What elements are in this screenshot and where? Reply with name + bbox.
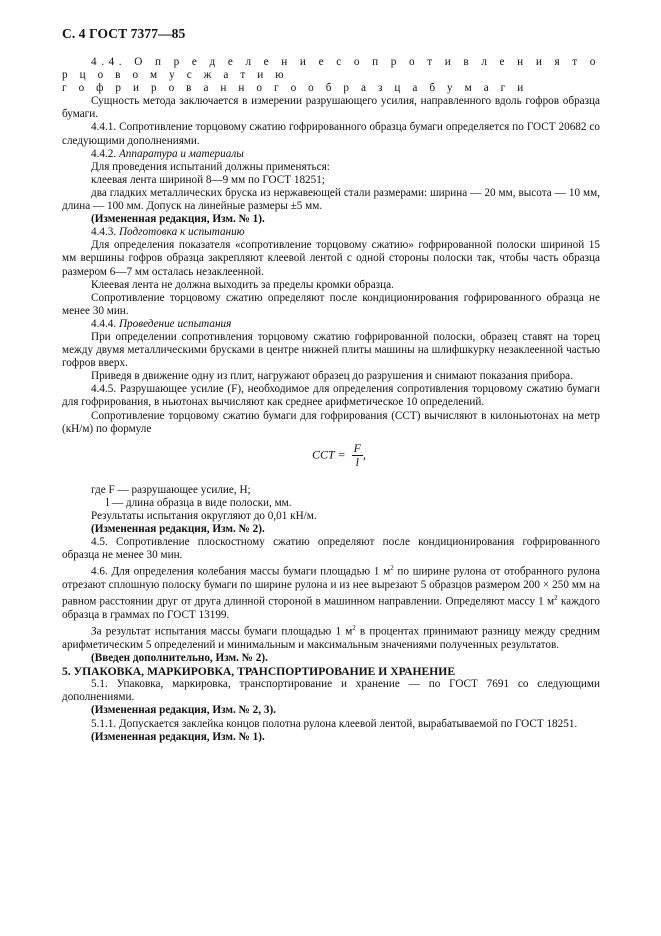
paragraph: Сопротивление торцовому сжатию бумаги для гофрирования (ССТ) вычисляют в килоньютонах на метр (кН/м) по формуле — [62, 409, 600, 435]
clause-number: 4.4.2. — [91, 147, 117, 160]
amendment-note: (Введен дополнительно, Изм. № 2). — [91, 652, 268, 665]
clause-title: Подготовка к испытанию — [118, 226, 245, 239]
paragraph: клеевая лента шириной 8—9 мм по ГОСТ 18251; — [91, 173, 325, 186]
paragraph: Клеевая лента не должна выходить за пределы кромки образца. — [91, 278, 394, 291]
paragraph: два гладких металлических бруска из нержавеющей стали размерами: ширина — 20 мм, высота — 10 мм, длина — 100 мм. Допуск на линейные размеры ±5 мм. — [62, 186, 600, 213]
amendment-note: (Измененная редакция, Изм. № 2). — [91, 523, 265, 535]
formula-cct — [62, 436, 600, 484]
paragraph — [62, 622, 600, 652]
paragraph-5-1-1: 5.1.1. Допускается заклейка концов полотна рулона клеевой лентой, вырабатываемой по ГОСТ 18251. — [91, 717, 578, 730]
paragraph: Приведя в движение одну из плит, нагружают образец до разрушения и снимают показания прибора. — [91, 370, 573, 383]
clause-title: Проведение испытания — [118, 317, 232, 330]
clause-number: 4.4.4. — [91, 317, 117, 330]
superscript: 2 — [390, 564, 394, 573]
superscript: 2 — [352, 624, 356, 633]
paragraph-4-4-5: 4.4.5. Разрушающее усилие (F), необходимое для определения сопротивления торцовому сжатию бумаги для гофрирования, в ньютонах вычисляют как среднее арифметическое 10 определений. — [62, 383, 600, 409]
heading-4-4-cont: г о ф р и р о в а н н о г о о б р а з ц а б у м а г и — [62, 82, 528, 95]
amendment-note: (Измененная редакция, Изм. № 1). — [91, 730, 265, 743]
superscript: 2 — [554, 594, 558, 603]
heading-4-4: 4.4. О п р е д е л е н и е с о п р о т и в л е н и я т о р ц о в о м у с ж а т и ю — [62, 56, 600, 82]
formula-lhs: CCT = — [312, 446, 346, 461]
paragraph: Для проведения испытаний должны применяться: — [91, 160, 330, 173]
subheading-4-4-3 — [62, 226, 600, 239]
section-5-title: 5. УПАКОВКА, МАРКИРОВКА, ТРАНСПОРТИРОВАНИЕ И ХРАНЕНИЕ — [62, 665, 456, 679]
clause-number: 4.4.3. — [91, 226, 117, 239]
paragraph-4-4-1: 4.4.1. Сопротивление торцовому сжатию гофрированного образца бумаги определяется по ГОСТ 20682 со следующими дополнениями. — [62, 121, 600, 147]
page-header: С. 4 ГОСТ 7377—85 — [62, 26, 186, 41]
paragraph-5-1: 5.1. Упаковка, маркировка, транспортирование и хранение — по ГОСТ 7691 со следующими дополнениями. — [62, 678, 600, 704]
paragraph-4-6 — [62, 562, 600, 622]
paragraph: Сопротивление торцовому сжатию определяют после кондиционирования гофрированного образца не менее 30 мин. — [62, 291, 600, 317]
formula-legend: где F — разрушающее усилие, Н; — [91, 483, 251, 496]
formula — [312, 442, 366, 469]
formula-legend: l — длина образца в виде полоски, мм. — [106, 496, 292, 509]
formula-fraction — [352, 442, 363, 469]
formula-numerator: F — [353, 440, 361, 455]
document-body — [62, 56, 600, 744]
subheading-4-4-4 — [62, 318, 600, 331]
text-run: 4.6. Для определения колебания массы бумаги площадью 1 м — [91, 566, 391, 579]
clause-title: Аппаратура и материалы — [118, 147, 244, 160]
subheading-4-4-2 — [62, 148, 600, 161]
amendment-note: (Измененная редакция, Изм. № 2, 3). — [91, 704, 276, 717]
paragraph: При определении сопротивления торцовому сжатию гофрированной полоски, образец ставят на торец между двумя металлическими брусками в центре нижней плиты машины на шлифшкурку незаклеенной частью гофров вверх. — [62, 330, 600, 370]
text-run: каждого образца в граммах по ГОСТ 13199. — [62, 595, 600, 622]
paragraph: Результаты испытания округляют до 0,01 кН/м. — [91, 509, 317, 522]
formula-denominator: l — [355, 454, 359, 469]
paragraph: Сущность метода заключается в измерении разрушающего усилия, направленного вдоль гофров образца бумаги. — [62, 95, 600, 121]
formula-comma: , — [362, 446, 366, 461]
paragraph-4-5: 4.5. Сопротивление плоскостному сжатию определяют после кондиционирования гофрированного образца не менее 30 мин. — [62, 536, 600, 562]
paragraph: Для определения показателя «сопротивление торцовому сжатию» гофрированной полоски шириной 15 мм вершины гофров образца закрепляют клеевой лентой с одной стороны полоски так, чтобы часть образца размером 6—7 мм осталась незаклеенной. — [62, 239, 600, 278]
text-run: по ширине рулона от отобранного рулона отрезают сплошную полоску бумаги по ширине рулона и из нее вырезают 5 образцов размером 200 × 250 мм на равном расстоянии друг от друга длинной стороной в машинном направлении. Определяют массу 1 м — [62, 566, 600, 608]
text-run: За результат испытания массы бумаги площадью 1 м — [91, 625, 353, 638]
amendment-note: (Измененная редакция, Изм. № 1). — [91, 213, 265, 226]
text-run: в процентах принимают разницу между средним арифметическим 5 определений и минимальным и максимальным значениями полученных результатов. — [62, 625, 600, 651]
